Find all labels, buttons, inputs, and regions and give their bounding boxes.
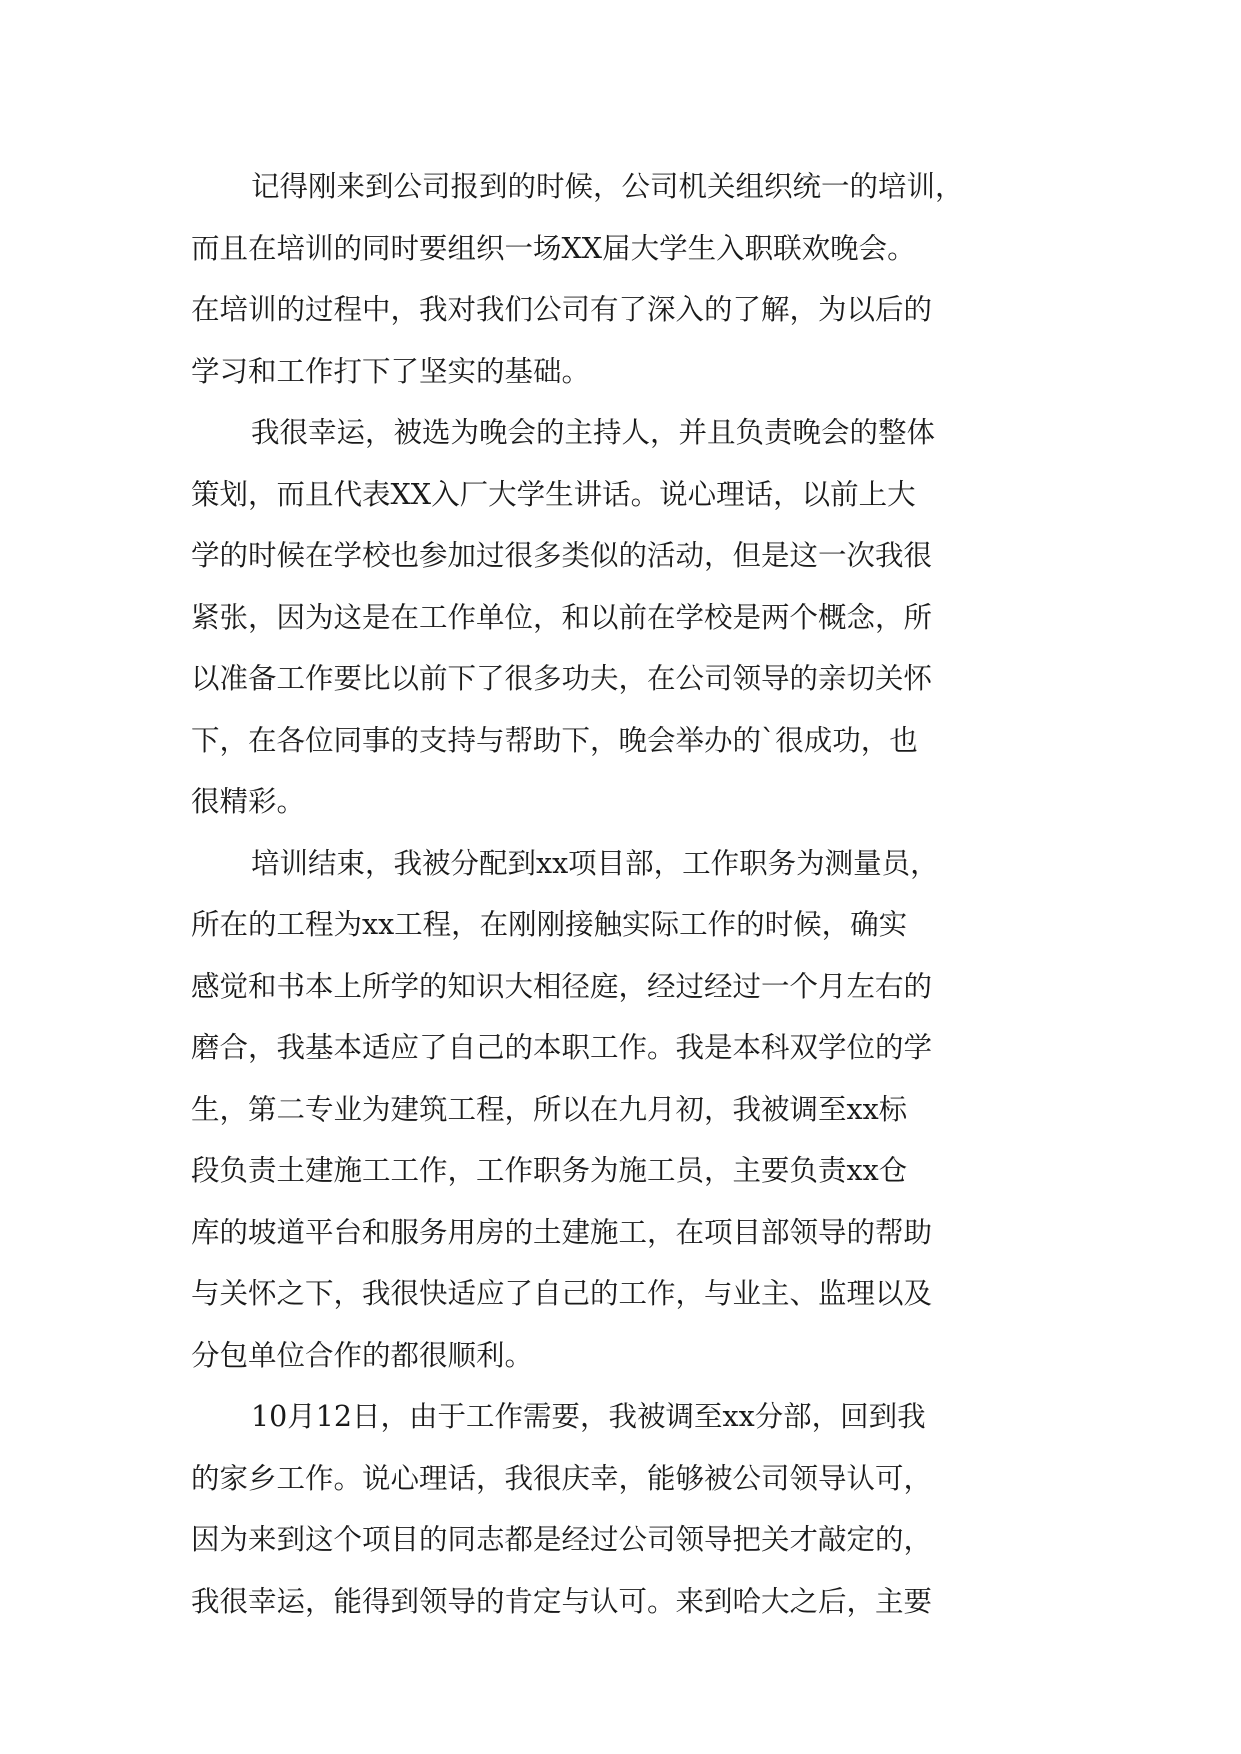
text-line: 以准备工作要比以前下了很多功夫，在公司领导的亲切关怀 [191,662,933,695]
text-line: 生，第二专业为建筑工程，所以在九月初，我被调至xx标 [191,1092,908,1126]
text-line: 感觉和书本上所学的知识大相径庭，经过经过一个月左右的 [191,969,933,1003]
text-line: 与关怀之下，我很快适应了自己的工作，与业主、监理以及 [191,1277,933,1310]
text-line: 很精彩。 [191,785,306,818]
text-line: 分包单位合作的都很顺利。 [191,1338,534,1372]
text-line: 我很幸运，能得到领导的肯定与认可。来到哈大之后，主要 [191,1584,933,1618]
text-line: 因为来到这个项目的同志都是经过公司领导把关才敲定的， [191,1523,933,1556]
text-line: 在培训的过程中，我对我们公司有了深入的了解，为以后的 [191,293,933,326]
text-line: 我很幸运，被选为晚会的主持人，并且负责晚会的整体 [251,416,936,449]
text-line: 段负责土建施工工作，工作职务为施工员，主要负责xx仓 [191,1154,908,1187]
text-line: 10月12日，由于工作需要，我被调至xx分部，回到我 [251,1400,926,1433]
text-line: 培训结束，我被分配到xx项目部，工作职务为测量员， [251,846,939,880]
text-line: 记得刚来到公司报到的时候，公司机关组织统一的培训， [251,170,964,203]
text-line: 磨合，我基本适应了自己的本职工作。我是本科双学位的学 [191,1031,933,1064]
text-line: 学习和工作打下了坚实的基础。 [191,354,591,388]
text-line: 紧张，因为这是在工作单位，和以前在学校是两个概念，所 [191,600,933,634]
text-line: 库的坡道平台和服务用房的土建施工，在项目部领导的帮助 [191,1215,933,1249]
text-line: 所在的工程为xx工程，在刚刚接触实际工作的时候，确实 [191,908,908,941]
text-line: 策划，而且代表XX入厂大学生讲话。说心理话，以前上大 [191,477,916,511]
text-line: 的家乡工作。说心理话，我很庆幸，能够被公司领导认可， [191,1461,933,1495]
document-body [191,156,1051,1632]
text-line: 学的时候在学校也参加过很多类似的活动，但是这一次我很 [191,539,933,572]
text-line: 下，在各位同事的支持与帮助下，晚会举办的`很成功，也 [191,723,918,757]
text-line: 而且在培训的同时要组织一场XX届大学生入职联欢晚会。 [191,231,916,265]
